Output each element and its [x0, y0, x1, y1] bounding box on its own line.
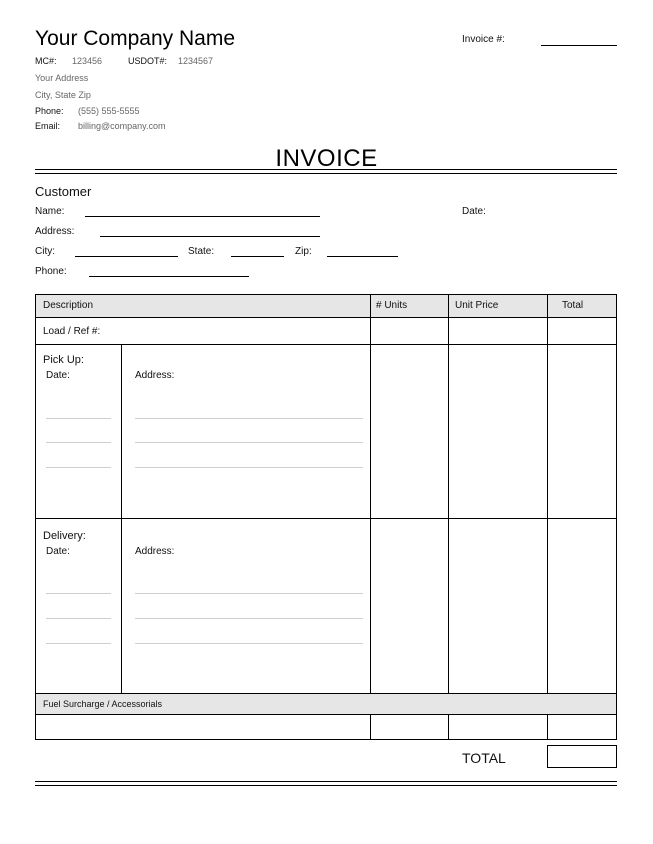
pickup-date-label: Date: — [46, 370, 70, 381]
customer-phone-field[interactable] — [89, 276, 249, 277]
bottom-rule-bottom — [35, 785, 617, 786]
pickup-address-line[interactable] — [135, 467, 363, 468]
mc-value: 123456 — [72, 56, 103, 66]
invoice-table — [35, 294, 617, 740]
row-divider — [36, 317, 616, 318]
phone-label: Phone: — [35, 106, 64, 116]
header-units: # Units — [376, 300, 408, 311]
col-divider — [448, 295, 449, 693]
phone-value: (555) 555-5555 — [78, 106, 140, 116]
invoice-title: INVOICE — [275, 145, 378, 172]
total-field[interactable] — [547, 745, 617, 768]
invoice-number-label: Invoice #: — [462, 34, 505, 45]
delivery-address-line[interactable] — [135, 593, 363, 594]
row-divider — [36, 344, 616, 345]
row-divider — [36, 714, 616, 715]
col-divider — [547, 295, 548, 693]
header-description: Description — [43, 300, 94, 311]
row-divider — [36, 693, 616, 694]
pickup-address-label: Address: — [135, 370, 175, 381]
delivery-address-line[interactable] — [135, 643, 363, 644]
delivery-address-label: Address: — [135, 546, 175, 557]
delivery-label: Delivery: — [43, 530, 86, 542]
email-label: Email: — [35, 121, 61, 131]
usdot-label: USDOT#: — [128, 56, 168, 66]
customer-state-label: State: — [188, 246, 215, 257]
customer-city-label: City: — [35, 246, 55, 257]
pickup-date-line[interactable] — [46, 442, 111, 443]
customer-phone-label: Phone: — [35, 266, 67, 277]
fuel-surcharge-label: Fuel Surcharge / Accessorials — [43, 699, 163, 709]
total-label: TOTAL — [462, 750, 506, 766]
customer-address-label: Address: — [35, 226, 75, 237]
customer-heading: Customer — [35, 184, 92, 199]
col-divider — [448, 714, 449, 739]
date-address-divider — [121, 344, 122, 693]
customer-address-field[interactable] — [100, 236, 320, 237]
delivery-date-line[interactable] — [46, 643, 111, 644]
email-value: billing@company.com — [78, 121, 166, 131]
customer-name-field[interactable] — [85, 216, 320, 217]
company-name: Your Company Name — [35, 27, 235, 50]
pickup-address-line[interactable] — [135, 442, 363, 443]
header-unit-price: Unit Price — [455, 300, 499, 311]
pickup-label: Pick Up: — [43, 354, 84, 366]
row-divider — [36, 518, 616, 519]
customer-name-label: Name: — [35, 206, 65, 217]
bottom-rule-top — [35, 781, 617, 782]
delivery-date-line[interactable] — [46, 618, 111, 619]
pickup-date-line[interactable] — [46, 467, 111, 468]
delivery-address-line[interactable] — [135, 618, 363, 619]
mc-label: MC#: — [35, 56, 57, 66]
col-divider — [547, 714, 548, 739]
pickup-date-line[interactable] — [46, 418, 111, 419]
header-total: Total — [562, 300, 584, 311]
customer-zip-field[interactable] — [327, 256, 398, 257]
title-rule-top — [35, 169, 617, 170]
delivery-date-line[interactable] — [46, 593, 111, 594]
customer-city-field[interactable] — [75, 256, 178, 257]
customer-zip-label: Zip: — [295, 246, 312, 257]
table-header-row — [36, 295, 616, 317]
pickup-address-line[interactable] — [135, 418, 363, 419]
col-divider — [370, 714, 371, 739]
col-divider — [370, 295, 371, 693]
title-rule-bottom — [35, 173, 617, 174]
load-ref-label: Load / Ref #: — [43, 326, 101, 337]
company-city-state-zip: City, State Zip — [35, 90, 91, 100]
usdot-value: 1234567 — [178, 56, 214, 66]
invoice-number-field[interactable] — [541, 45, 617, 46]
delivery-date-label: Date: — [46, 546, 70, 557]
customer-state-field[interactable] — [231, 256, 284, 257]
customer-date-label: Date: — [462, 206, 486, 217]
company-address: Your Address — [35, 73, 89, 83]
